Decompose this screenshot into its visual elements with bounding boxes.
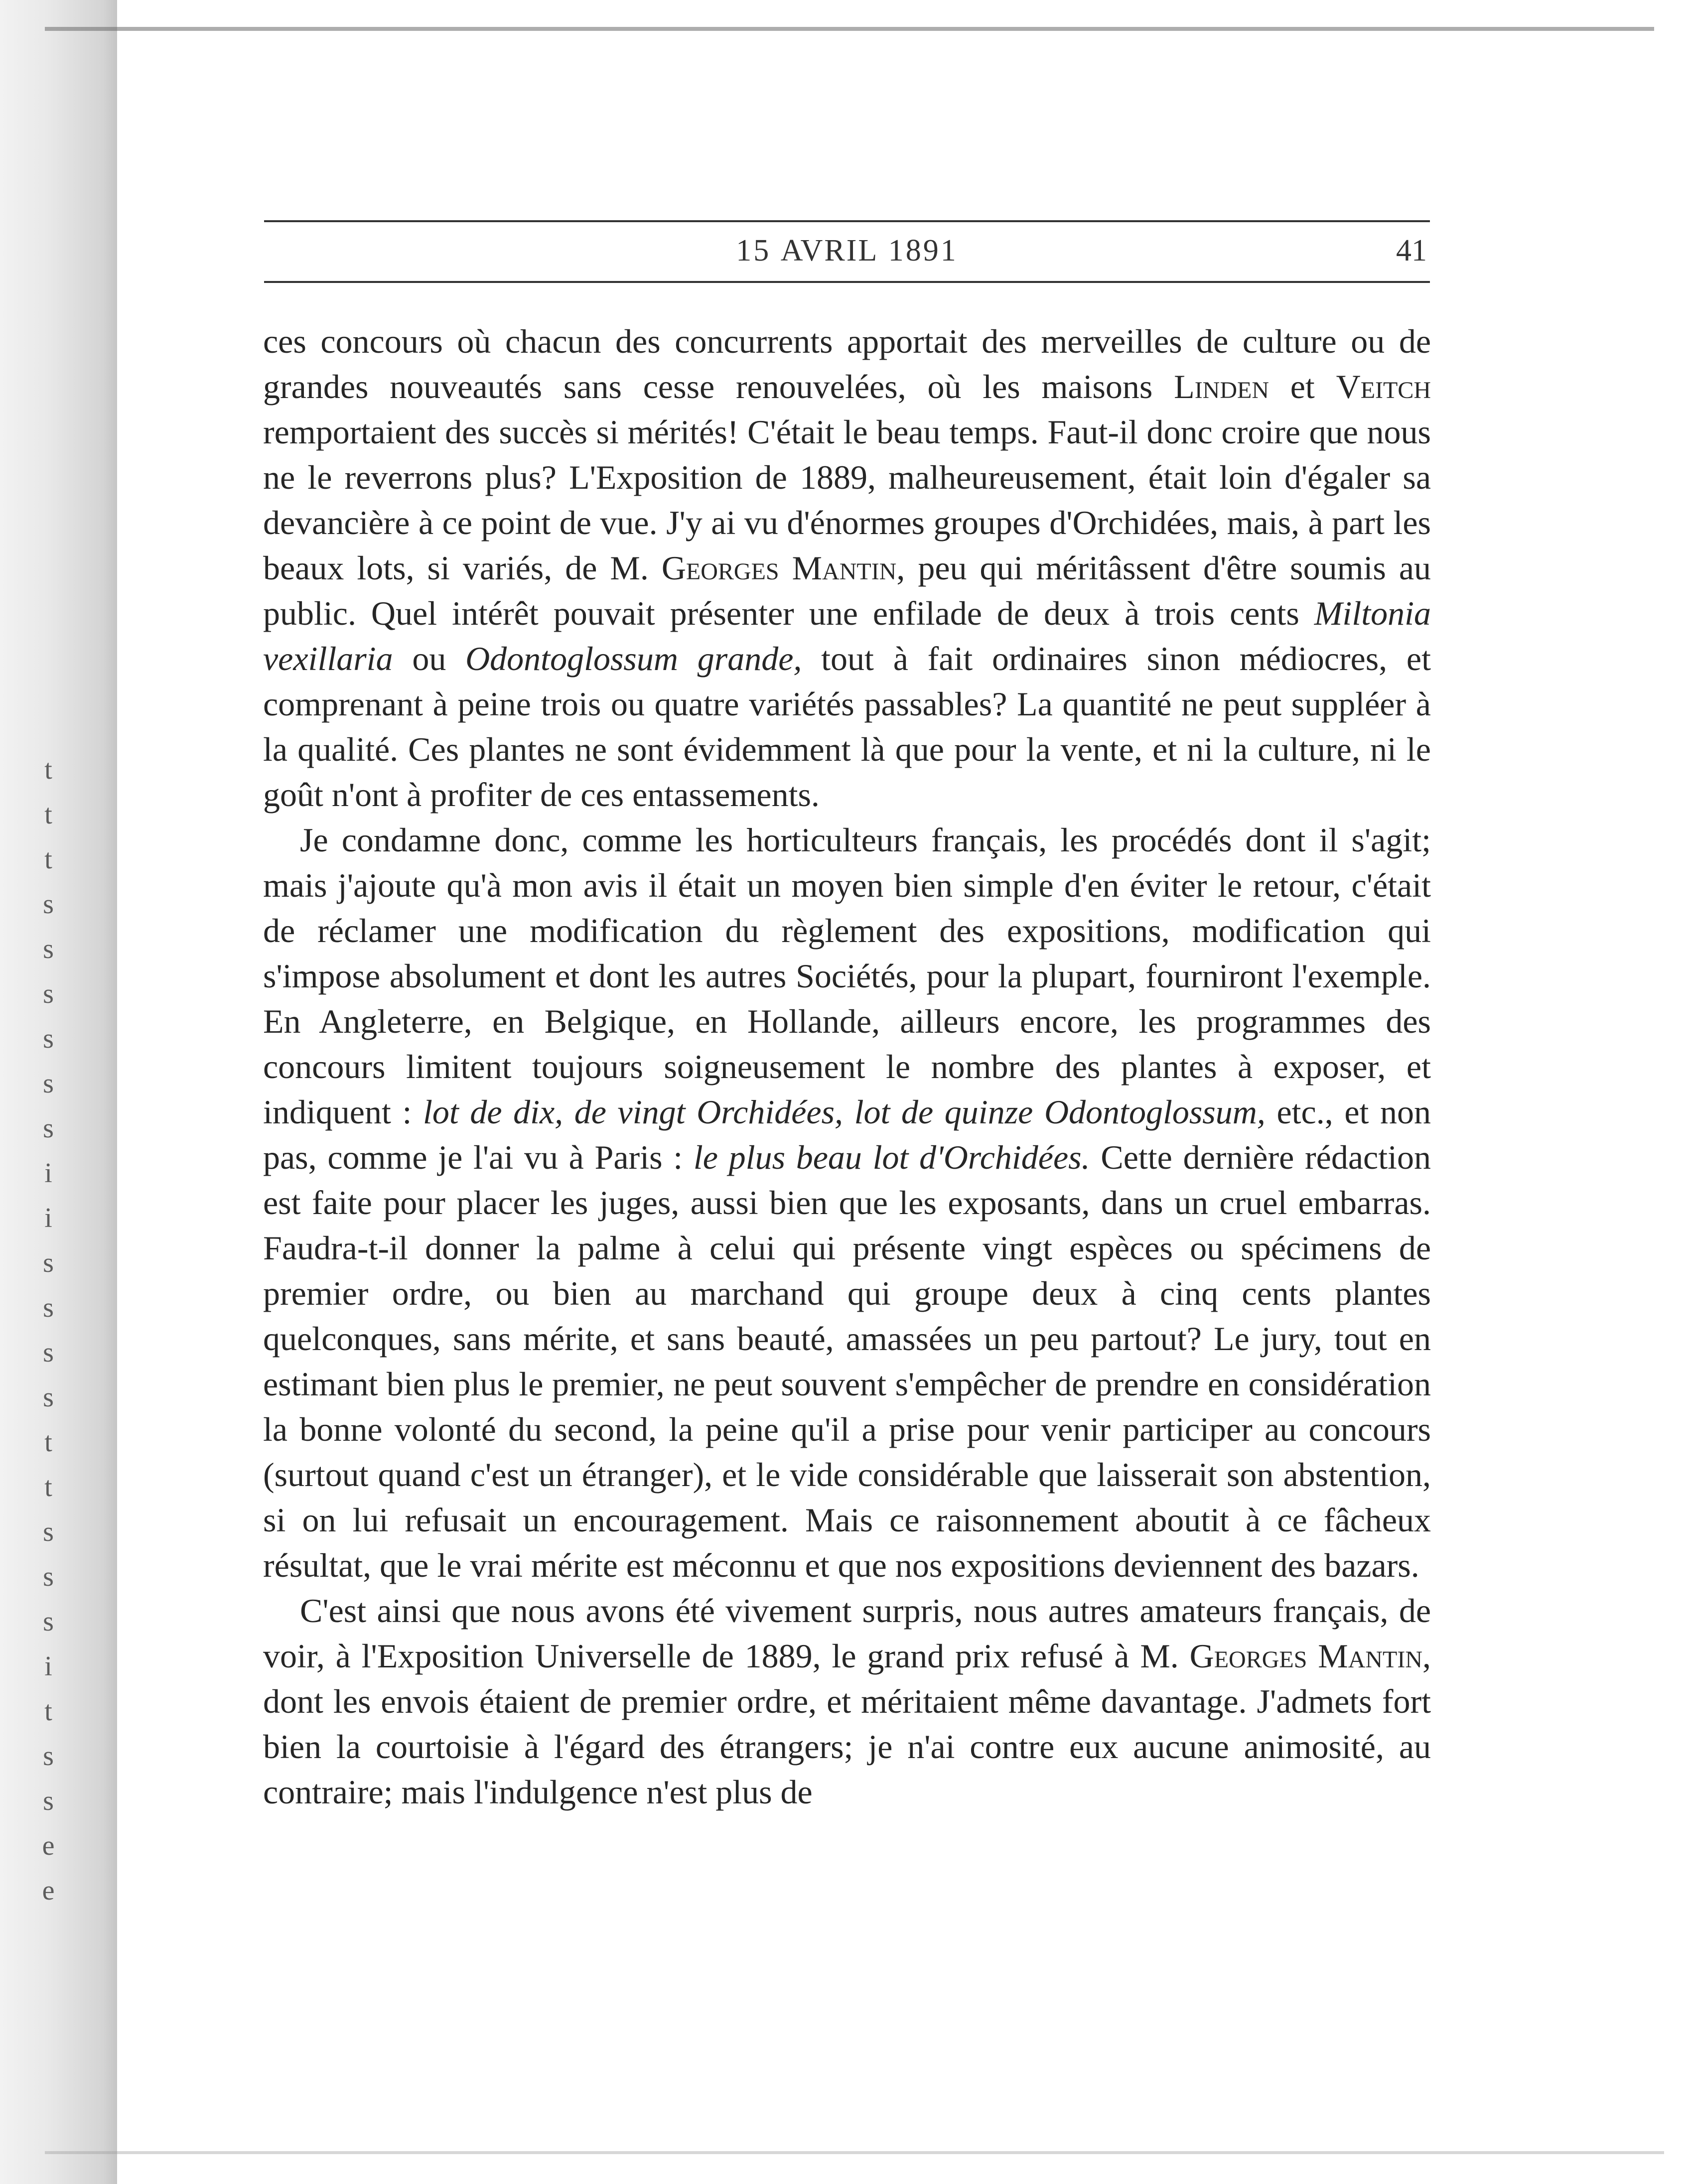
margin-fragment: e xyxy=(42,1875,55,1906)
margin-fragment: s xyxy=(43,1785,54,1816)
page-number: 41 xyxy=(1396,234,1427,268)
margin-fragment: t xyxy=(44,1427,52,1458)
header-year: 1891 xyxy=(888,234,958,268)
margin-fragment: t xyxy=(44,754,52,785)
p3-run: Georges Mantin xyxy=(1189,1637,1423,1675)
p3-run: C'est ainsi que nous avons été vivement surpris, nous autres amateurs français, de voir, à l'Exposition Universelle de 1889, le grand prix refusé à M. xyxy=(263,1592,1431,1675)
margin-fragment: i xyxy=(44,1651,52,1682)
margin-fragment: s xyxy=(43,1068,54,1099)
header-day: 15 xyxy=(736,234,771,268)
p1-run: Veitch xyxy=(1336,368,1431,406)
paragraph-2 xyxy=(263,818,1431,1588)
margin-fragment: t xyxy=(44,799,52,830)
margin-fragment: t xyxy=(44,844,52,875)
p2-run: etc., et non pas, comme je l'ai vu à Paris : xyxy=(263,1093,1431,1176)
margin-fragment: t xyxy=(44,1696,52,1727)
running-head-date xyxy=(264,233,1430,269)
p1-run: tout à fait ordinaires sinon médiocres, et comprenant à peine trois ou quatre variétés passables? La quantité ne peut suppléer à la qualité. Ces plantes ne sont évidemment là que pour la vente, et ni la culture, ni le goût n'ont à profiter de ces entassements. xyxy=(263,640,1431,814)
margin-fragment: s xyxy=(43,889,54,920)
p2-run: le plus beau lot d'Orchidées. xyxy=(693,1138,1090,1176)
p1-run: remportaient des succès si mérités! C'était le beau temps. Faut-il donc croire que nous ne le reverrons plus? L'Exposition de 1889, malheureusement, était loin d'égaler sa devancière à ce point de vue. J'y ai vu d'énormes groupes d'Orchidées, mais, à part les beaux lots, si variés, de M. xyxy=(263,413,1431,587)
page-top-edge xyxy=(45,27,1654,31)
page-bottom-edge xyxy=(45,2151,1664,2154)
margin-fragment: t xyxy=(44,1472,52,1502)
running-header xyxy=(264,214,1430,289)
p1-run: Miltonia vexillaria xyxy=(263,594,1431,678)
margin-fragment: s xyxy=(43,1382,54,1413)
margin-fragment: i xyxy=(44,1158,52,1189)
margin-fragment: s xyxy=(43,1292,54,1323)
margin-fragment: s xyxy=(43,1561,54,1592)
facing-page-letter-fragments xyxy=(31,747,66,1968)
p2-run: Cette dernière rédaction est faite pour placer les juges, aussi bien que les exposants, dans un cruel embarras. Faudra-t-il donner la palme à celui qui présente vingt espèces ou spécimens de premier ordre, ou bien au marchand qui groupe deux à cinq cents plantes quelconques, sans mérite, et sans beauté, amassées un peu partout? Le jury, tout en estimant bien plus le premier, ne peut souvent s'empêcher de prendre en considération la bonne volonté du second, la peine qu'il a prise pour venir participer au concours (surtout quand c'est un étranger), et le vide considérable que laisserait son abstention, si on lui refusait un encouragement. Mais ce raisonnement aboutit à ce fâcheux résultat, que le vrai mérite est méconnu et que nos expositions deviennent des bazars. xyxy=(263,1138,1431,1584)
p1-run: et xyxy=(1269,368,1336,406)
margin-fragment: s xyxy=(43,934,54,964)
p1-run: ces concours où chacun des concurrents apportait des merveilles de culture ou de grandes nouveautés sans cesse renouvelées, où les maisons xyxy=(263,322,1431,406)
margin-fragment: s xyxy=(43,1337,54,1368)
margin-fragment: s xyxy=(43,1247,54,1278)
header-rule-bottom xyxy=(264,281,1430,283)
margin-fragment: s xyxy=(43,978,54,1009)
margin-fragment: e xyxy=(42,1830,55,1861)
margin-fragment: s xyxy=(43,1606,54,1637)
margin-fragment: s xyxy=(43,1516,54,1547)
paragraph-1 xyxy=(263,319,1431,818)
header-rule-top xyxy=(264,220,1430,222)
p2-run: lot de dix, de vingt Orchidées, lot de quinze Odontoglossum, xyxy=(422,1093,1266,1131)
margin-fragment: i xyxy=(44,1203,52,1233)
margin-fragment: s xyxy=(43,1741,54,1772)
p1-run: , peu qui méritâssent d'être soumis au public. Quel intérêt pouvait présenter une enfilade de deux à trois cents xyxy=(263,549,1431,632)
p1-run: ou xyxy=(393,640,466,678)
p2-run: Je condamne donc, comme les horticulteurs français, les procédés dont il s'agit; mais j'ajoute qu'à mon avis il était un moyen bien simple d'en éviter le retour, c'était de réclamer une modification du règlement des expositions, modification qui s'impose absolument et dont les autres Sociétés, pour la plupart, fourniront l'exemple. En Angleterre, en Belgique, en Hollande, ailleurs encore, les programmes des concours limitent toujours soigneusement le nombre des plantes à exposer, et indiquent : xyxy=(263,821,1431,1131)
header-month: AVRIL xyxy=(780,234,879,268)
body-text xyxy=(263,319,1431,1815)
p1-run: Georges Mantin xyxy=(661,549,897,587)
paragraph-3 xyxy=(263,1588,1431,1815)
margin-fragment: s xyxy=(43,1023,54,1054)
p1-run: Linden xyxy=(1174,368,1269,406)
p1-run: Odontoglossum grande, xyxy=(465,640,802,678)
margin-fragment: s xyxy=(43,1113,54,1144)
p3-run: , dont les envois étaient de premier ordre, et méritaient même davantage. J'admets fort bien la courtoisie à l'égard des étrangers; je n'ai contre eux aucune animosité, au contraire; mais l'indulgence n'est plus de xyxy=(263,1637,1431,1811)
